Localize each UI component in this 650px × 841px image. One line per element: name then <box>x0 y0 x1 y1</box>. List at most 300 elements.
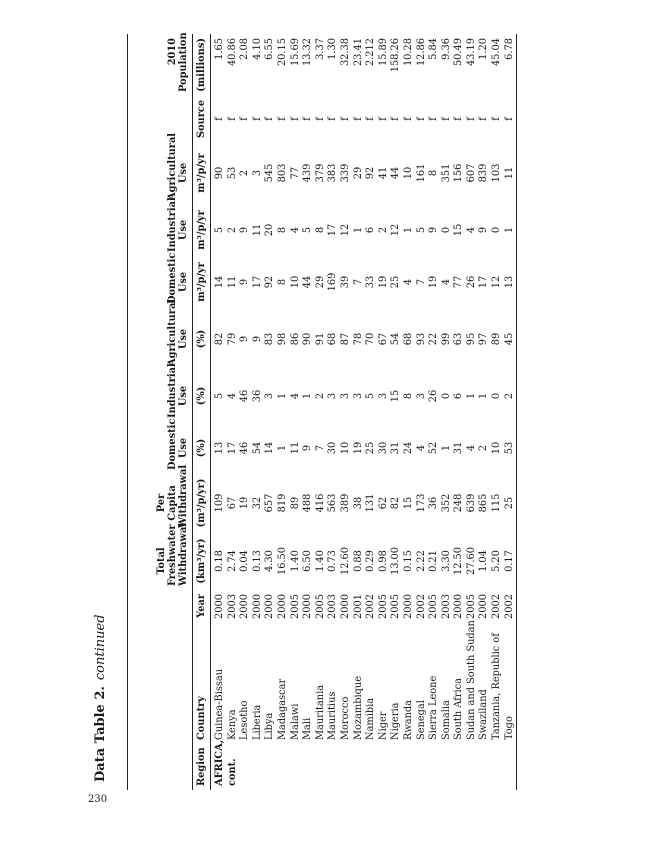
data-table <box>127 34 517 790</box>
industrial-use-cell: 4 <box>289 226 301 234</box>
population-cell: 158.26 <box>390 38 402 73</box>
year-cell: 2001 <box>352 594 364 619</box>
table-row <box>302 34 315 790</box>
country-cell: Niger <box>377 711 389 740</box>
total-withdrawal-cell: 27.60 <box>465 546 477 576</box>
region-cell <box>428 744 441 790</box>
population-cell: 43.19 <box>465 38 477 67</box>
agricultural-use-cell: 2 <box>239 169 251 177</box>
region-cell <box>290 744 303 790</box>
agricultural-pct-cell: 90 <box>302 332 314 346</box>
source-cell: f <box>491 117 503 121</box>
industrial-pct-cell: 1 <box>276 392 288 400</box>
table-row <box>365 34 378 790</box>
per-capita-cell: 82 <box>390 496 402 510</box>
caption-continued: continued <box>93 614 108 681</box>
industrial-pct-cell: 3 <box>264 392 276 400</box>
agricultural-pct-cell: 82 <box>214 332 225 346</box>
agricultural-pct-cell: 22 <box>428 332 440 346</box>
industrial-pct-cell: 3 <box>377 392 389 400</box>
industrial-use-cell: 0 <box>440 226 452 234</box>
agricultural-use-cell: 77 <box>289 166 301 180</box>
industrial-use-cell: 12 <box>390 223 402 237</box>
per-capita-cell: 131 <box>365 493 377 513</box>
per-capita-cell: 115 <box>491 493 503 513</box>
country-cell: Nigeria <box>390 702 402 740</box>
agricultural-pct-cell: 45 <box>503 332 515 346</box>
agricultural-pct-cell: 67 <box>377 332 389 346</box>
population-cell: 20.15 <box>276 38 288 67</box>
header-name: Industrial Use <box>167 197 189 252</box>
header-names-row <box>128 34 193 790</box>
table-row <box>390 34 403 790</box>
header-unit: m³/p/yr <box>193 142 211 204</box>
header-name <box>128 590 193 632</box>
year-cell: 2000 <box>251 594 263 619</box>
per-capita-cell: 639 <box>465 493 477 513</box>
total-withdrawal-cell: 0.04 <box>239 550 251 572</box>
total-withdrawal-cell: 0.17 <box>503 550 515 572</box>
source-cell: f <box>226 117 238 121</box>
industrial-use-cell: 20 <box>264 223 276 237</box>
domestic-use-cell: 17 <box>478 275 490 289</box>
source-cell: f <box>239 117 251 121</box>
total-withdrawal-cell: 16.50 <box>276 546 288 576</box>
year-cell: 2005 <box>390 594 402 619</box>
country-cell: Tanzania, Republic of <box>491 633 503 740</box>
agricultural-use-cell: 41 <box>377 166 389 180</box>
population-cell: 45.04 <box>491 38 503 67</box>
domestic-pct-cell: 53 <box>503 441 515 455</box>
total-withdrawal-cell: 12.60 <box>339 546 351 576</box>
total-withdrawal-cell: 1.40 <box>289 550 301 572</box>
agricultural-use-cell: 383 <box>327 163 339 183</box>
domestic-pct-cell: 1 <box>276 444 288 452</box>
region-cell <box>353 744 366 790</box>
population-cell: 13.32 <box>302 38 314 67</box>
agricultural-use-cell: 3 <box>251 169 263 177</box>
region-cell <box>403 744 416 790</box>
country-cell: Sudan and South Sudan <box>465 620 477 740</box>
table-caption <box>93 614 108 782</box>
agricultural-use-cell: 92 <box>365 166 377 180</box>
year-cell: 2005 <box>428 594 440 619</box>
domestic-use-cell: 4 <box>402 278 414 286</box>
industrial-pct-cell: 1 <box>465 392 477 400</box>
agricultural-use-cell: 103 <box>491 163 503 183</box>
year-cell: 2000 <box>339 594 351 619</box>
population-cell: 4.10 <box>251 38 263 60</box>
header-unit: Region <box>193 744 211 790</box>
domestic-pct-cell: 4 <box>465 444 477 452</box>
domestic-pct-cell: 9 <box>302 444 314 452</box>
table-row <box>441 34 454 790</box>
country-cell: Somalia <box>440 700 452 740</box>
header-unit: (km³/yr) <box>193 532 211 590</box>
per-capita-cell: 389 <box>339 493 351 513</box>
agricultural-pct-cell: 93 <box>415 332 427 346</box>
country-cell: Mauritania <box>314 684 326 740</box>
source-cell: f <box>264 117 276 121</box>
total-withdrawal-cell: 0.73 <box>327 550 339 572</box>
population-cell: 1.30 <box>327 38 339 60</box>
industrial-pct-cell: 1 <box>302 392 314 400</box>
country-cell: Lesotho <box>239 700 251 740</box>
region-cell <box>239 744 252 790</box>
total-withdrawal-cell: 2.74 <box>226 550 238 572</box>
domestic-use-cell: 25 <box>390 275 402 289</box>
table-row <box>264 34 277 790</box>
year-cell: 2003 <box>327 594 339 619</box>
domestic-pct-cell: 1 <box>440 444 452 452</box>
region-cell <box>365 744 378 790</box>
agricultural-pct-cell: 99 <box>440 332 452 346</box>
source-cell: f <box>453 117 465 121</box>
domestic-pct-cell: 13 <box>214 441 225 455</box>
domestic-use-cell: 33 <box>365 275 377 289</box>
industrial-pct-cell: 3 <box>327 392 339 400</box>
country-cell: Mauritius <box>327 691 339 740</box>
industrial-use-cell: 2 <box>226 226 238 234</box>
industrial-use-cell: 9 <box>428 226 440 234</box>
population-cell: 15.69 <box>289 38 301 67</box>
year-cell: 2002 <box>365 594 377 619</box>
source-cell: f <box>377 117 389 121</box>
header-unit: (millions) <box>193 34 211 96</box>
header-units-row <box>193 34 211 790</box>
header-unit: (%) <box>193 370 211 422</box>
agricultural-use-cell: 8 <box>428 169 440 177</box>
header-unit: (%) <box>193 308 211 370</box>
country-cell: Senegal <box>415 700 427 740</box>
year-cell: 2002 <box>415 594 427 619</box>
agricultural-pct-cell: 78 <box>352 332 364 346</box>
domestic-use-cell: 19 <box>428 275 440 289</box>
per-capita-cell: 488 <box>302 493 314 513</box>
population-cell: 6.78 <box>503 38 515 60</box>
agricultural-pct-cell: 86 <box>289 332 301 346</box>
source-cell: f <box>339 117 351 121</box>
total-withdrawal-cell: 3.30 <box>440 550 452 572</box>
per-capita-cell: 36 <box>428 496 440 510</box>
header-name <box>128 632 193 744</box>
industrial-use-cell: 9 <box>239 226 251 234</box>
year-cell: 2000 <box>276 594 288 619</box>
table-row <box>211 34 227 790</box>
header-name: Industrial Use <box>167 363 189 418</box>
header-unit: m³/p/yr <box>193 204 211 256</box>
table-row <box>353 34 366 790</box>
population-cell: 15.89 <box>377 38 389 67</box>
header-unit: Source <box>193 96 211 142</box>
domestic-use-cell: 39 <box>339 275 351 289</box>
population-cell: 1.20 <box>478 38 490 60</box>
domestic-use-cell: 29 <box>314 275 326 289</box>
per-capita-cell: 32 <box>251 496 263 510</box>
region-cell <box>491 744 504 790</box>
industrial-pct-cell: 2 <box>314 392 326 400</box>
source-cell: f <box>251 117 263 121</box>
industrial-pct-cell: 36 <box>251 389 263 403</box>
population-cell: 10.28 <box>402 38 414 67</box>
per-capita-cell: 352 <box>440 493 452 513</box>
domestic-pct-cell: 11 <box>289 441 301 455</box>
region-cell <box>453 744 466 790</box>
table-row <box>239 34 252 790</box>
industrial-use-cell: 1 <box>352 226 364 234</box>
header-unit: m³/p/yr <box>193 256 211 308</box>
domestic-pct-cell: 31 <box>453 441 465 455</box>
per-capita-cell: 67 <box>226 496 238 510</box>
industrial-pct-cell: 26 <box>428 389 440 403</box>
industrial-pct-cell: 2 <box>503 392 515 400</box>
table-row <box>378 34 391 790</box>
year-cell: 2003 <box>226 594 238 619</box>
table-row <box>227 34 240 790</box>
domestic-pct-cell: 46 <box>239 441 251 455</box>
population-cell: 12.86 <box>415 38 427 67</box>
industrial-use-cell: 0 <box>491 226 503 234</box>
table-row <box>290 34 303 790</box>
country-cell: Mozambique <box>352 675 364 740</box>
header-unit: Country <box>193 632 211 744</box>
agricultural-use-cell: 339 <box>339 163 351 183</box>
industrial-pct-cell: 5 <box>214 392 225 400</box>
domestic-use-cell: 44 <box>302 275 314 289</box>
year-cell: 2000 <box>453 594 465 619</box>
country-cell: Liberia <box>251 704 263 740</box>
industrial-use-cell: 6 <box>365 226 377 234</box>
domestic-pct-cell: 31 <box>390 441 402 455</box>
header-unit: Year <box>193 590 211 632</box>
total-withdrawal-cell: 4.30 <box>264 550 276 572</box>
per-capita-cell: 19 <box>239 496 251 510</box>
industrial-pct-cell: 4 <box>226 392 238 400</box>
industrial-use-cell: 5 <box>302 226 314 234</box>
source-cell: f <box>365 117 377 121</box>
header-name: Agricultural Use <box>167 298 189 366</box>
industrial-pct-cell: 4 <box>289 392 301 400</box>
population-cell: 3.37 <box>314 38 326 60</box>
industrial-pct-cell: 3 <box>339 392 351 400</box>
source-cell: f <box>327 117 339 121</box>
year-cell: 2000 <box>478 594 490 619</box>
table-row <box>252 34 265 790</box>
industrial-pct-cell: 46 <box>239 389 251 403</box>
population-cell: 9.36 <box>440 38 452 60</box>
agricultural-use-cell: 803 <box>276 163 288 183</box>
domestic-pct-cell: 14 <box>264 441 276 455</box>
industrial-use-cell: 11 <box>251 223 263 237</box>
total-withdrawal-cell: 13.00 <box>390 546 402 576</box>
year-cell: 2003 <box>440 594 452 619</box>
per-capita-cell: 109 <box>214 493 225 513</box>
domestic-use-cell: 77 <box>453 275 465 289</box>
industrial-use-cell: 4 <box>465 226 477 234</box>
source-cell: f <box>289 117 301 121</box>
agricultural-use-cell: 839 <box>478 163 490 183</box>
region-cell <box>478 744 491 790</box>
total-withdrawal-cell: 0.13 <box>251 550 263 572</box>
per-capita-cell: 89 <box>289 496 301 510</box>
industrial-use-cell: 17 <box>327 223 339 237</box>
region-cell <box>302 744 315 790</box>
domestic-pct-cell: 4 <box>415 444 427 452</box>
year-cell: 2000 <box>214 594 225 619</box>
table-row <box>491 34 504 790</box>
industrial-pct-cell: 3 <box>415 392 427 400</box>
source-cell: f <box>352 117 364 121</box>
table-row <box>453 34 466 790</box>
domestic-use-cell: 7 <box>415 278 427 286</box>
agricultural-pct-cell: 87 <box>339 332 351 346</box>
country-cell: Namibia <box>365 697 377 740</box>
region-cell <box>340 744 353 790</box>
per-capita-cell: 15 <box>402 496 414 510</box>
industrial-pct-cell: 3 <box>352 392 364 400</box>
agricultural-pct-cell: 9 <box>239 335 251 343</box>
domestic-pct-cell: 30 <box>327 441 339 455</box>
region-cell: cont. <box>226 758 238 786</box>
total-withdrawal-cell: 1.04 <box>478 550 490 572</box>
population-cell: 1.65 <box>214 38 225 60</box>
domestic-use-cell: 7 <box>352 278 364 286</box>
domestic-use-cell: 92 <box>264 275 276 289</box>
source-cell: f <box>415 117 427 121</box>
country-cell: Mali <box>302 717 314 740</box>
country-cell: Madagascar <box>276 678 288 740</box>
agricultural-pct-cell: 95 <box>465 332 477 346</box>
year-cell: 2002 <box>491 594 503 619</box>
agricultural-pct-cell: 70 <box>365 332 377 346</box>
industrial-use-cell: 5 <box>415 226 427 234</box>
table-row <box>428 34 441 790</box>
year-cell: 2000 <box>264 594 276 619</box>
industrial-use-cell: 8 <box>314 226 326 234</box>
population-cell: 32.38 <box>339 38 351 67</box>
per-capita-cell: 416 <box>314 493 326 513</box>
agricultural-use-cell: 156 <box>453 163 465 183</box>
source-cell: f <box>390 117 402 121</box>
per-capita-cell: 819 <box>276 493 288 513</box>
agricultural-use-cell: 439 <box>302 163 314 183</box>
domestic-pct-cell: 54 <box>251 441 263 455</box>
industrial-use-cell: 1 <box>503 226 515 234</box>
source-cell: f <box>465 117 477 121</box>
per-capita-cell: 38 <box>352 496 364 510</box>
header-unit: (%) <box>193 422 211 474</box>
page-number: 230 <box>88 794 108 805</box>
industrial-pct-cell: 1 <box>478 392 490 400</box>
per-capita-cell: 563 <box>327 493 339 513</box>
industrial-pct-cell: 15 <box>390 389 402 403</box>
year-cell: 2005 <box>289 594 301 619</box>
country-cell: Guinea-Bissau <box>214 668 225 740</box>
agricultural-use-cell: 90 <box>214 166 225 180</box>
region-cell <box>416 744 429 790</box>
region-cell <box>466 744 479 790</box>
population-cell: 50.49 <box>453 38 465 67</box>
domestic-use-cell: 26 <box>465 275 477 289</box>
source-cell: f <box>276 117 288 121</box>
agricultural-use-cell: 44 <box>390 166 402 180</box>
year-cell: 2005 <box>377 594 389 619</box>
industrial-use-cell: 2 <box>377 226 389 234</box>
population-cell: 23.41 <box>352 38 364 67</box>
country-cell: Togo <box>503 716 515 740</box>
agricultural-pct-cell: 91 <box>314 332 326 346</box>
domestic-use-cell: 13 <box>503 275 515 289</box>
agricultural-use-cell: 379 <box>314 163 326 183</box>
region-cell <box>277 744 290 790</box>
total-withdrawal-cell: 1.40 <box>314 550 326 572</box>
region-cell <box>264 744 277 790</box>
domestic-pct-cell: 19 <box>352 441 364 455</box>
region-cell <box>327 744 340 790</box>
population-cell: 2.212 <box>365 38 377 67</box>
domestic-pct-cell: 25 <box>365 441 377 455</box>
agricultural-pct-cell: 68 <box>402 332 414 346</box>
domestic-pct-cell: 10 <box>491 441 503 455</box>
industrial-use-cell: 1 <box>402 226 414 234</box>
domestic-use-cell: 4 <box>440 278 452 286</box>
country-cell: Swaziland <box>478 689 490 740</box>
header-unit: (m³/p/yr) <box>193 474 211 532</box>
country-cell: Rwanda <box>402 699 414 740</box>
total-withdrawal-cell: 0.18 <box>214 550 225 572</box>
header-name: Total Freshwater Withdrawal <box>156 522 189 586</box>
region-cell <box>441 744 454 790</box>
population-cell: 5.84 <box>428 38 440 60</box>
year-cell: 2000 <box>402 594 414 619</box>
total-withdrawal-cell: 5.20 <box>491 550 503 572</box>
country-cell: Morocco <box>339 696 351 740</box>
source-cell: f <box>503 117 515 121</box>
country-cell: South Africa <box>453 678 465 740</box>
industrial-use-cell: 5 <box>214 226 225 234</box>
year-cell: 2002 <box>503 594 515 619</box>
agricultural-pct-cell: 83 <box>264 332 276 346</box>
industrial-pct-cell: 6 <box>453 392 465 400</box>
header-name: Per Capita Withdrawal <box>156 464 189 528</box>
domestic-use-cell: 14 <box>214 275 225 289</box>
domestic-use-cell: 17 <box>251 275 263 289</box>
year-cell: 2000 <box>239 594 251 619</box>
domestic-use-cell: 8 <box>276 278 288 286</box>
country-cell: Sierra Leone <box>428 675 440 740</box>
table-row <box>340 34 353 790</box>
industrial-use-cell: 15 <box>453 223 465 237</box>
total-withdrawal-cell: 0.15 <box>402 550 414 572</box>
region-cell: AFRICA, <box>214 739 225 786</box>
total-withdrawal-cell: 0.98 <box>377 550 389 572</box>
industrial-pct-cell: 0 <box>440 392 452 400</box>
industrial-pct-cell: 5 <box>365 392 377 400</box>
year-cell: 2005 <box>465 594 477 619</box>
source-cell: f <box>314 117 326 121</box>
total-withdrawal-cell: 12.50 <box>453 546 465 576</box>
domestic-use-cell: 10 <box>289 275 301 289</box>
total-withdrawal-cell: 0.88 <box>352 550 364 572</box>
domestic-use-cell: 11 <box>226 275 238 289</box>
table-row <box>416 34 429 790</box>
source-cell: f <box>478 117 490 121</box>
header-name <box>128 96 193 142</box>
country-cell: Libya <box>264 712 276 740</box>
domestic-use-cell: 12 <box>491 275 503 289</box>
agricultural-pct-cell: 68 <box>327 332 339 346</box>
source-cell: f <box>214 117 225 121</box>
